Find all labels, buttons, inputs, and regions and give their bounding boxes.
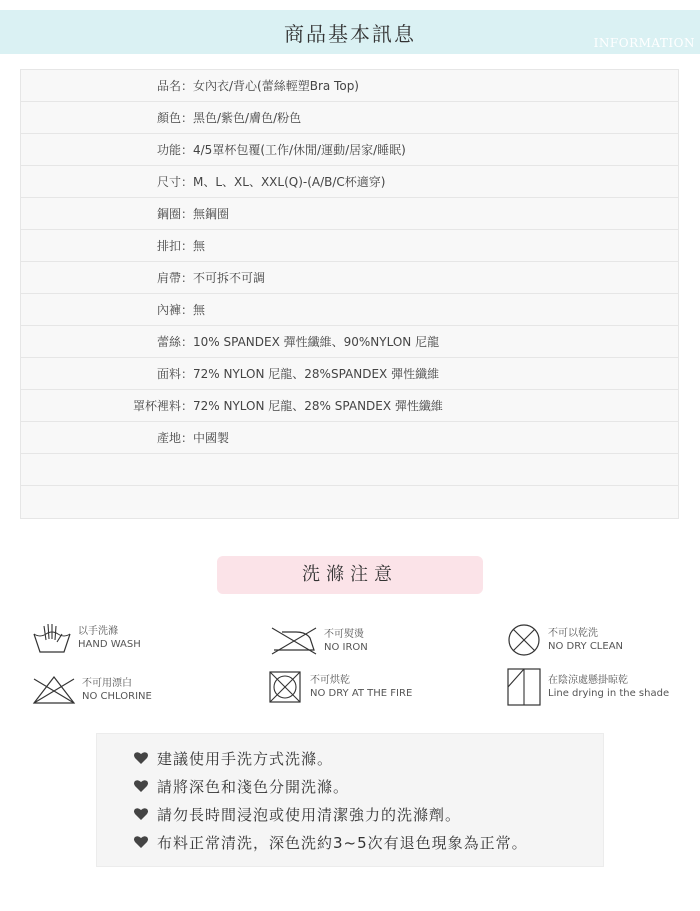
care-tip	[133, 800, 603, 828]
spec-value: 72% NYLON 尼龍、28% SPANDEX 彈性纖維	[193, 399, 443, 413]
spec-row	[21, 166, 678, 198]
page-title: 商品基本訊息	[284, 22, 416, 46]
care-tip	[133, 772, 603, 800]
care-item-no-dry-clean	[504, 622, 623, 658]
spec-value: M、L、XL、XXL(Q)-(A/B/C杯適穿)	[193, 175, 386, 189]
care-tip	[133, 828, 603, 856]
spec-label: 鋼圈	[156, 207, 181, 221]
care-item-no-chlorine	[30, 672, 152, 708]
spec-value: 10% SPANDEX 彈性纖維、90%NYLON 尼龍	[193, 335, 440, 349]
spec-label: 顏色	[156, 111, 181, 125]
spec-label: 蕾絲	[156, 335, 181, 349]
spec-value: 中國製	[193, 431, 230, 445]
spec-label: 罩杯裡料	[132, 399, 181, 413]
spec-row	[21, 198, 678, 230]
care-tip-text: 布料正常清洗，深色洗約3~5次有退色現象為正常。	[157, 833, 528, 852]
care-label-en: HAND WASH	[78, 639, 141, 650]
spec-colon: ：	[181, 399, 194, 413]
heart-icon	[133, 834, 149, 850]
spec-colon: ：	[181, 143, 194, 157]
spec-row	[21, 134, 678, 166]
spec-row	[21, 102, 678, 134]
header-banner	[0, 10, 700, 54]
spec-label: 品名	[156, 79, 181, 93]
hand-wash-icon	[30, 620, 74, 656]
heart-icon	[133, 806, 149, 822]
care-label-en: NO IRON	[324, 642, 368, 653]
spec-value: 4/5罩杯包覆(工作/休閒/運動/居家/睡眠)	[193, 143, 406, 157]
care-tip-text: 建議使用手洗方式洗滌。	[157, 749, 334, 768]
spec-label: 肩帶	[156, 271, 181, 285]
spec-value: 無	[193, 239, 206, 253]
care-label-zh: 不可以乾洗	[548, 628, 598, 639]
heart-icon	[133, 778, 149, 794]
spec-colon: ：	[181, 303, 194, 317]
spec-colon: ：	[181, 271, 194, 285]
care-tips-box	[96, 733, 604, 867]
care-label-en: NO DRY AT THE FIRE	[310, 688, 413, 699]
care-label-zh: 不可烘乾	[310, 675, 350, 686]
spec-label: 排扣	[156, 239, 181, 253]
spec-value: 女內衣/背心(蕾絲輕塑Bra Top)	[193, 79, 359, 93]
care-label-zh: 不可用漂白	[82, 678, 132, 689]
no-dry-clean-icon	[504, 622, 544, 658]
spec-value: 無	[193, 303, 206, 317]
spec-colon: ：	[181, 431, 194, 445]
care-item-no-tumble-dry	[266, 668, 412, 706]
care-label-en: Line drying in the shade	[548, 688, 670, 699]
line-dry-shade-icon	[504, 666, 544, 708]
spec-row	[21, 390, 678, 422]
spec-row	[21, 262, 678, 294]
care-item-hand-wash	[30, 620, 141, 656]
spec-row	[21, 422, 678, 454]
spec-colon: ：	[181, 175, 194, 189]
spec-label: 功能	[156, 143, 181, 157]
spec-table	[20, 69, 679, 519]
spec-row	[21, 230, 678, 262]
spec-colon: ：	[181, 335, 194, 349]
spec-colon: ：	[181, 111, 194, 125]
no-chlorine-icon	[30, 672, 78, 708]
spec-colon: ：	[181, 79, 194, 93]
no-iron-icon	[268, 626, 320, 656]
spec-value: 72% NYLON 尼龍、28%SPANDEX 彈性纖維	[193, 367, 440, 381]
spec-row	[21, 486, 678, 518]
spec-value: 無鋼圈	[193, 207, 230, 221]
spec-row	[21, 294, 678, 326]
care-item-no-iron	[268, 626, 368, 656]
no-tumble-dry-icon	[266, 668, 306, 706]
spec-label: 內褲	[156, 303, 181, 317]
care-label-zh: 不可熨燙	[324, 629, 364, 640]
spec-value: 不可拆不可調	[193, 271, 266, 285]
spec-value: 黑色/紫色/膚色/粉色	[193, 111, 302, 125]
spec-row	[21, 70, 678, 102]
page-subtitle: INFORMATION	[593, 36, 695, 50]
spec-label: 面料	[156, 367, 181, 381]
care-tip-text: 請將深色和淺色分開洗滌。	[157, 777, 350, 796]
spec-row	[21, 454, 678, 486]
spec-colon: ：	[181, 239, 194, 253]
care-label-zh: 在陰涼處懸掛晾乾	[548, 675, 628, 686]
care-tip-text: 請勿長時間浸泡或使用清潔強力的洗滌劑。	[157, 805, 462, 824]
wash-title: 洗滌注意	[217, 556, 483, 594]
care-label-en: NO CHLORINE	[82, 691, 152, 702]
care-label-zh: 以手洗滌	[78, 626, 118, 637]
care-tip	[133, 744, 603, 772]
spec-colon: ：	[181, 367, 194, 381]
spec-row	[21, 326, 678, 358]
spec-label: 產地	[156, 431, 181, 445]
care-label-en: NO DRY CLEAN	[548, 641, 624, 652]
spec-colon: ：	[181, 207, 194, 221]
spec-label: 尺寸	[156, 175, 181, 189]
heart-icon	[133, 750, 149, 766]
spec-row	[21, 358, 678, 390]
care-item-line-dry-shade	[504, 666, 669, 708]
